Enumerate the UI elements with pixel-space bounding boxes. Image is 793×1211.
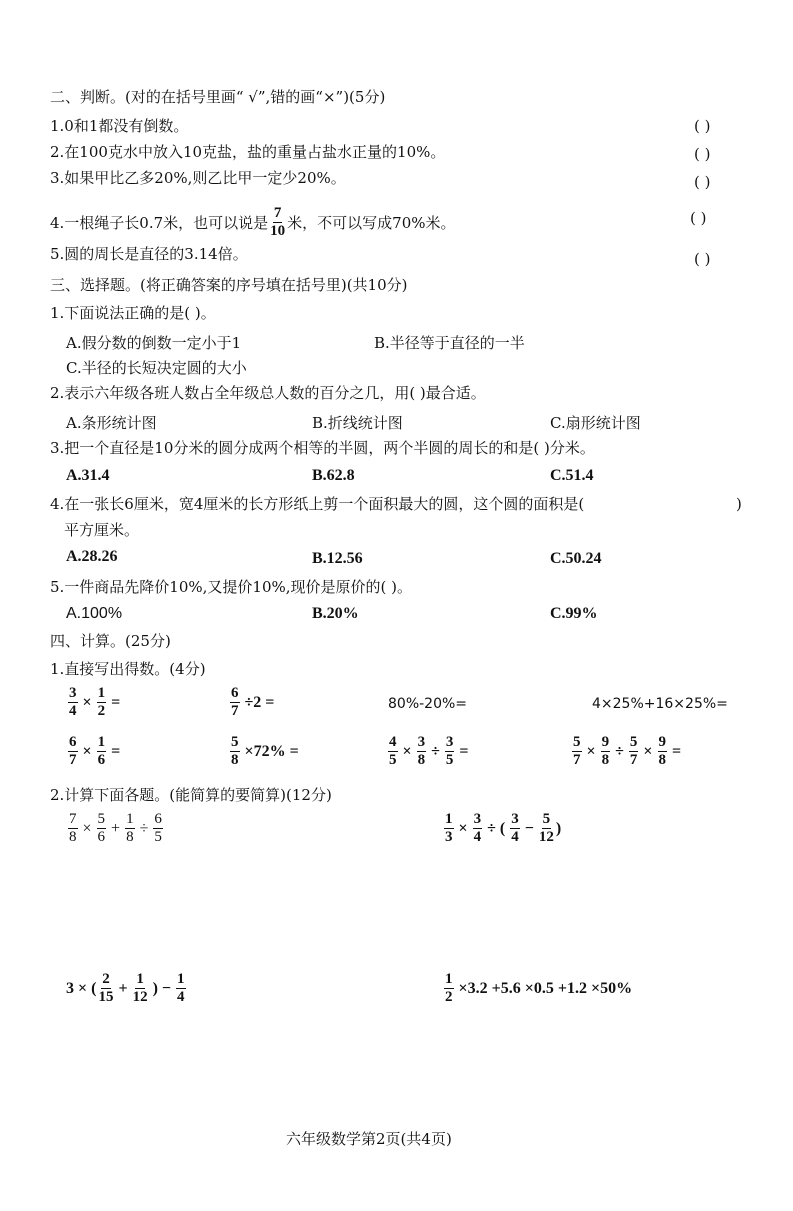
calc-problem-4: $\frac{1}{2}$ ×3.2 +5.6 ×0.5 +1.2 ×50% [445,971,633,1005]
calc-problem-3: 3 × ( $\frac{2}{15}$ + $\frac{1}{12}$ ) − $\frac{1}{4}$ [66,971,185,1005]
choice-q4-stem-paren[interactable]: ) [736,495,742,513]
oral-calc-7: $\frac{4}{5}$ × $\frac{3}{8}$ ÷ $\frac{3}{5}$ = [389,734,469,768]
section4-part1-heading: 1.直接写出得数。(4分) [50,660,206,678]
choice-q2-option-c[interactable]: C.扇形统计图 [550,414,641,432]
judge-answer-1[interactable]: ( ) [694,117,711,135]
choice-q5-option-a[interactable]: A.100% [66,605,123,622]
choice-q4-option-c[interactable]: C.50.24 [550,550,602,567]
judge-item-3: 3.如果甲比乙多20%,则乙比甲一定少20%。 [50,169,346,187]
choice-q1-option-c[interactable]: C.半径的长短决定圆的大小 [66,359,247,377]
fraction-seven-tenths: $\frac{7}{10}$ [270,205,286,239]
judge-item-2: 2.在100克水中放入10克盐，盐的重量占盐水正量的10%。 [50,143,446,161]
choice-q5-option-c[interactable]: C.99% [550,605,598,622]
oral-calc-2: $\frac{6}{7}$ ÷2 = [231,685,275,719]
calc-problem-1: $\frac{7}{8}$ × $\frac{5}{6}$ + $\frac{1}{8}$ ÷ $\frac{6}{5}$ [69,811,162,845]
judge-answer-4[interactable]: ( ) [690,209,707,227]
oral-calc-6: $\frac{5}{8}$ ×72% = [231,734,299,768]
choice-q4-stem: 4.在一张长6厘米，宽4厘米的长方形纸上剪一个面积最大的圆，这个圆的面积是( [50,495,585,513]
choice-q3-option-c[interactable]: C.51.4 [550,467,594,484]
choice-q5-stem: 5.一件商品先降价10%,又提价10%,现价是原价的( )。 [50,578,413,596]
section4-part2-heading: 2.计算下面各题。(能简算的要简算)(12分) [50,786,332,804]
judge-item-5: 5.圆的周长是直径的3.14倍。 [50,245,248,263]
choice-q5-option-b[interactable]: B.20% [312,605,359,622]
section2-heading: 二、判断。(对的在括号里画“ √”,错的画“×”)(5分) [50,88,386,106]
page-footer: 六年级数学第2页(共4页) [286,1130,452,1148]
choice-q1-stem: 1.下面说法正确的是( )。 [50,304,216,322]
choice-q4-stem-2: 平方厘米。 [64,521,140,539]
judge-answer-3[interactable]: ( ) [694,173,711,191]
judge-item-4 [50,206,456,239]
judge-item-4-text-a: 4.一根绳子长0.7米，也可以说是 [50,213,269,232]
choice-q2-stem: 2.表示六年级各班人数占全年级总人数的百分之几，用( )最合适。 [50,384,486,402]
choice-q1-option-b[interactable]: B.半径等于直径的一半 [374,334,525,352]
oral-calc-4: 4×25%+16×25%= [592,696,728,712]
choice-q2-option-a[interactable]: A.条形统计图 [66,414,157,432]
calc-problem-2: $\frac{1}{3}$ × $\frac{3}{4}$ ÷ ( $\frac{3}{4}$ − $\frac{5}{12}$ ) [445,811,562,845]
choice-q2-option-b[interactable]: B.折线统计图 [312,414,403,432]
oral-calc-1: $\frac{3}{4}$ × $\frac{1}{2}$ = [69,685,121,719]
section3-heading: 三、选择题。(将正确答案的序号填在括号里)(共10分) [50,276,408,294]
choice-q1-option-a[interactable]: A.假分数的倒数一定小于1 [66,334,242,352]
oral-calc-8: $\frac{5}{7}$ × $\frac{9}{8}$ ÷ $\frac{5}{7}$ × $\frac{9}{8}$ = [573,734,682,768]
oral-calc-3: 80%-20%= [388,696,468,712]
choice-q3-stem: 3.把一个直径是10分米的圆分成两个相等的半圆，两个半圆的周长的和是( )分米。 [50,439,595,457]
choice-q3-option-b[interactable]: B.62.8 [312,467,355,484]
choice-q4-option-a[interactable]: A.28.26 [66,548,118,565]
choice-q4-option-b[interactable]: B.12.56 [312,550,363,567]
judge-answer-2[interactable]: ( ) [694,145,711,163]
judge-item-4-text-b: 米，不可以写成70%米。 [287,213,456,232]
judge-answer-5[interactable]: ( ) [694,250,711,268]
oral-calc-5: $\frac{6}{7}$ × $\frac{1}{6}$ = [69,734,121,768]
choice-q3-option-a[interactable]: A.31.4 [66,467,110,484]
judge-item-1: 1.0和1都没有倒数。 [50,117,189,135]
section4-heading: 四、计算。(25分) [50,632,171,650]
